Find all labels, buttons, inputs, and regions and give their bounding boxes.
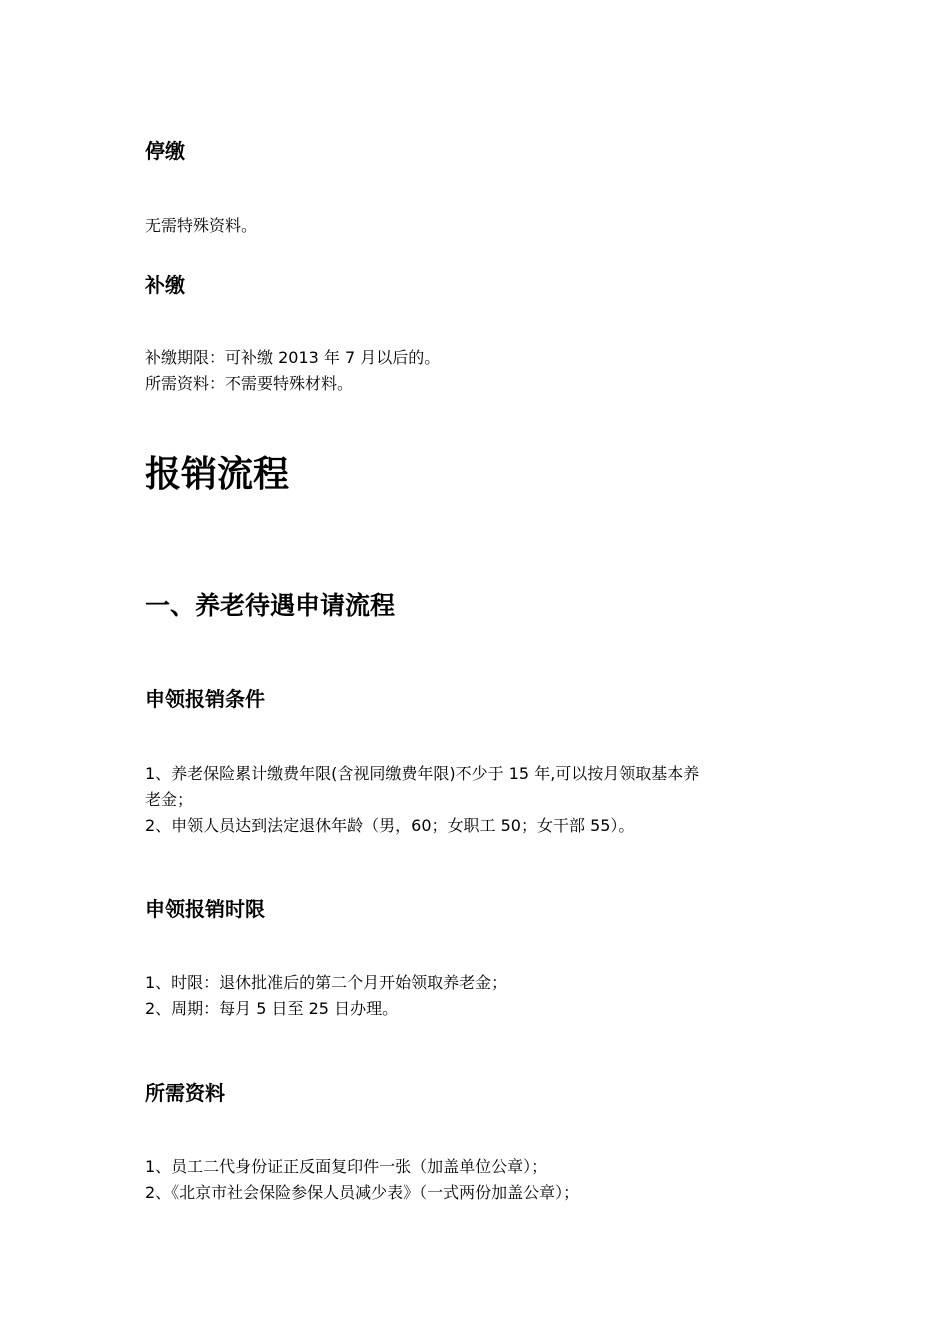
materials-line: 1、员工二代身份证正反面复印件一张（加盖单位公章）； xyxy=(145,1157,548,1176)
time-limit-line: 2、周期：每月 5 日至 25 日办理。 xyxy=(145,999,399,1018)
condition-line: 老金； xyxy=(145,790,194,809)
page-title: 报销流程 xyxy=(145,454,290,495)
heading-back-payment: 补缴 xyxy=(145,273,185,297)
time-limit-line: 1、时限：退休批准后的第二个月开始领取养老金； xyxy=(145,973,508,992)
back-payment-period: 补缴期限：可补缴 2013 年 7 月以后的。 xyxy=(145,348,441,367)
back-payment-materials: 所需资料：不需要特殊材料。 xyxy=(145,374,354,393)
condition-line: 2、申领人员达到法定退休年龄（男，60；女职工 50；女干部 55）。 xyxy=(145,816,635,835)
time-limit-paragraph xyxy=(145,970,507,1022)
condition-line: 1、养老保险累计缴费年限(含视同缴费年限)不少于 15 年,可以按月领取基本养 xyxy=(145,764,700,783)
materials-paragraph xyxy=(145,1154,579,1206)
heading-pension-process: 一、养老待遇申请流程 xyxy=(145,591,396,620)
materials-line: 2、《北京市社会保险参保人员减少表》（一式两份加盖公章）； xyxy=(145,1183,580,1202)
conditions-paragraph xyxy=(145,761,699,839)
heading-conditions: 申领报销条件 xyxy=(145,687,265,711)
heading-materials: 所需资料 xyxy=(145,1081,225,1105)
heading-time-limit: 申领报销时限 xyxy=(145,897,265,921)
heading-stop-payment: 停缴 xyxy=(145,139,185,163)
stop-payment-text: 无需特殊资料。 xyxy=(145,216,258,235)
back-payment-paragraph xyxy=(145,345,440,397)
